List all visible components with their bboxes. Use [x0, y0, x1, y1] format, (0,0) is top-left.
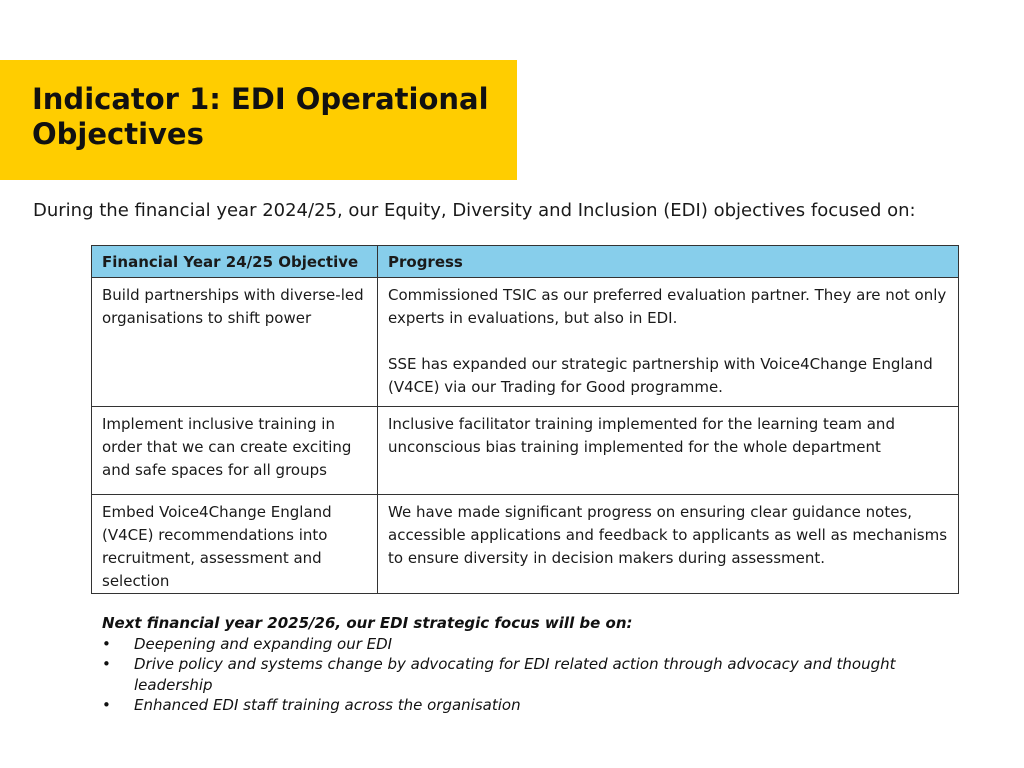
intro-text: During the financial year 2024/25, our Equity, Diversity and Inclusion (EDI) objectives focused on:	[33, 200, 916, 221]
column-header-objective: Financial Year 24/25 Objective	[92, 246, 378, 278]
focus-list	[102, 634, 962, 716]
list-item-text: Drive policy and systems change by advocating for EDI related action through advocacy and thought leadership	[134, 655, 896, 694]
objective-cell: Embed Voice4Change England (V4CE) recommendations into recruitment, assessment and selection	[92, 495, 378, 594]
list-item	[102, 654, 962, 695]
objective-cell: Implement inclusive training in order that we can create exciting and safe spaces for all groups	[92, 407, 378, 495]
page-title-line-2: Objectives	[32, 117, 204, 151]
list-item-text: Enhanced EDI staff training across the organisation	[134, 696, 521, 714]
table-row	[92, 495, 959, 594]
progress-text: SSE has expanded our strategic partnership with Voice4Change England (V4CE) via our Trading for Good programme.	[388, 355, 933, 396]
table-row	[92, 278, 959, 407]
list-item	[102, 634, 962, 655]
progress-text: Commissioned TSIC as our preferred evaluation partner. They are not only experts in evaluations, but also in EDI.	[388, 286, 947, 327]
progress-cell	[378, 495, 959, 594]
list-item	[102, 695, 962, 716]
table-header-row	[92, 246, 959, 278]
progress-text: Inclusive facilitator training implemented for the learning team and unconscious bias training implemented for the whole department	[388, 415, 895, 456]
objectives-table	[91, 245, 959, 594]
objective-cell: Build partnerships with diverse-led organisations to shift power	[92, 278, 378, 407]
column-header-progress: Progress	[378, 246, 959, 278]
next-year-heading: Next financial year 2025/26, our EDI strategic focus will be on:	[102, 614, 633, 632]
progress-cell	[378, 278, 959, 407]
next-year-section	[102, 613, 962, 716]
bullet-icon: •	[102, 655, 111, 673]
bullet-icon: •	[102, 634, 111, 653]
progress-cell	[378, 407, 959, 495]
page-title-line-1: Indicator 1: EDI Operational	[32, 82, 489, 116]
page-title	[32, 82, 517, 152]
bullet-icon: •	[102, 696, 111, 714]
list-item-text: Deepening and expanding our EDI	[134, 634, 393, 653]
progress-text: We have made significant progress on ensuring clear guidance notes, accessible applications and feedback to applicants as well as mechanisms to ensure diversity in decision makers during assessment.	[388, 503, 948, 567]
table-row	[92, 407, 959, 495]
